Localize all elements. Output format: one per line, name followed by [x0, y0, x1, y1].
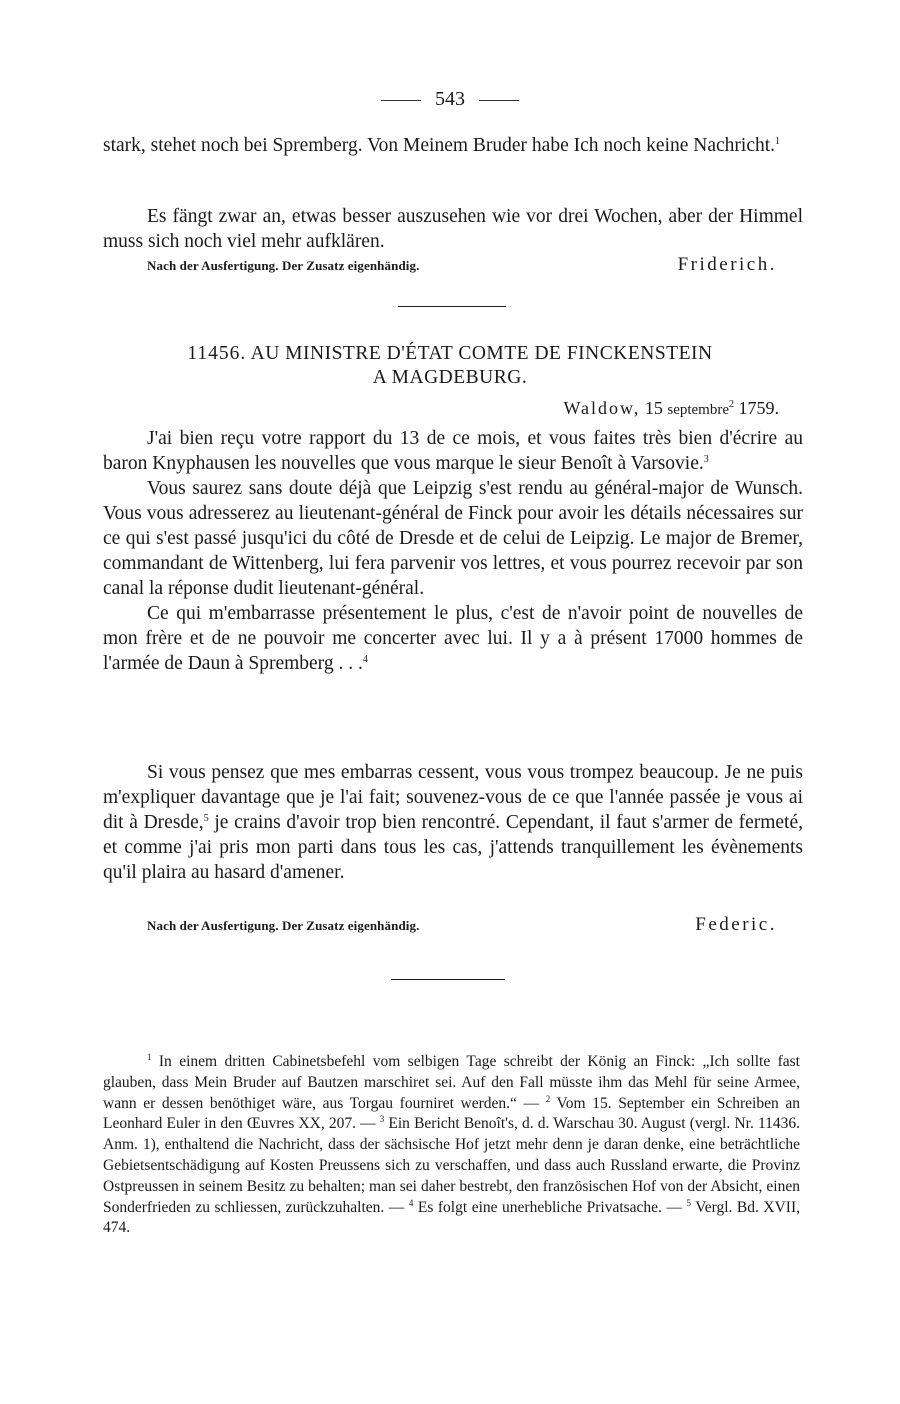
paragraph: Vous saurez sans doute déjà que Leipzig s'est rendu au général-major de Wunsch. Vous vous adresserez au lieutenant-général de Finck pour avoir les détails nécessaires sur ce qui s'est passé jusqu'ici du côté de Dresde et de celui de Leipzig. Le major de Bremer, commandant de Wittenberg, lui fera parvenir vos lettres, et vous pourrez recevoir par son canal la réponse dudit lieutenant-général.	[103, 478, 803, 599]
paragraph: Es fängt zwar an, etwas besser auszusehen wie vor drei Wochen, aber der Himmel muss sich noch viel mehr aufklären.	[103, 206, 803, 252]
letter-body	[103, 426, 803, 676]
source-note: Nach der Ausfertigung. Der Zusatz eigenhändig.	[147, 258, 420, 273]
page-number: 543	[435, 88, 465, 110]
letter-title-line2: A MAGDEBURG.	[372, 367, 528, 388]
footnote-marker: 4	[362, 654, 368, 665]
paragraph: Ce qui m'embarrasse présentement le plus, c'est de n'avoir point de nouvelles de mon frère et de ne pouvoir me concerter avec lui. Il y a à présent 17000 hommes de l'armée de Daun à Spremberg . . .$^4$	[103, 603, 803, 674]
source-note: Nach der Ausfertigung. Der Zusatz eigenhändig.	[147, 918, 420, 933]
letter-number: 11456.	[187, 343, 247, 364]
paragraph: J'ai bien reçu votre rapport du 13 de ce mois, et vous faites très bien d'écrire au baron Knyphausen les nouvelles que vous marque le sieur Benoît à Varsovie.$^3$	[103, 428, 803, 474]
letter-title	[100, 342, 800, 390]
footnote-marker: 1	[775, 136, 781, 147]
day: 15	[644, 398, 663, 418]
footnote-text: $^1$ In einem dritten Cabinetsbefehl vom selbigen Tage schreibt der König an Finck: „Ich sollte fast glauben, dass Mein Bruder auf Bautzen marschiret sei. Auf den Fall müsste ihm das Mehl für seine Armee, wann er dessen benöthiget wäre, aus Torgau fourniret werden.“ — $^2$ Vom 15. September ein Schreiben an Leonhard Euler in den Œuvres XX, 207. — $^3$ Ein Bericht Benoît's, d. d. Warschau 30. August (vergl. Nr. 11436. Anm. 1), enthaltend die Nachricht, dass der sächsische Hof jetzt mehr denn je daran denke, eine beträchtliche Gebietsentschädigung auf Kosten Preussens sich zu verschaffen, und dass auch Russland erwarte, die Provinz Ostpreussen in seinem Besitz zu behalten; man sei daher bestrebt, den französischen Hof von der Absicht, einen Sonderfrieden zu schliessen, zurückzuhalten. — $^4$ Es folgt eine unerhebliche Privatsache. — $^5$ Vergl. Bd. XVII, 474.	[103, 1052, 801, 1237]
postscript	[103, 204, 803, 254]
separator-rule	[391, 979, 505, 980]
paragraph: stark, stehet noch bei Spremberg. Von Meinem Bruder habe Ich noch keine Nachricht.$^1$	[103, 135, 781, 156]
letter-postscript	[103, 760, 803, 885]
dateline	[103, 398, 779, 419]
footnote-marker: 5	[203, 813, 209, 824]
previous-letter-end	[103, 133, 803, 158]
place: Waldow,	[563, 398, 641, 418]
footnote-marker: 3	[703, 454, 709, 465]
signature: Friderich.	[677, 254, 777, 275]
footnote-marker: 2	[729, 399, 734, 410]
signature: Federic.	[695, 914, 777, 935]
signature-line	[147, 914, 777, 936]
header-dash-left	[381, 100, 421, 101]
month: septembre	[667, 402, 729, 418]
year: 1759.	[738, 398, 779, 418]
signature-line	[147, 254, 777, 276]
paragraph: Si vous pensez que mes embarras cessent, vous vous trompez beaucoup. Je ne puis m'expliquer davantage que je l'ai fait; souvenez-vous de ce que l'année passée je vous ai dit à Dresde,$^5$ je crains d'avoir trop bien rencontré. Cependant, il faut s'armer de fermeté, et comme j'ai pris mon parti dans tous les cas, j'attends tranquillement les évènements qu'il plaira au hasard d'amener.	[103, 762, 803, 883]
page-header	[0, 88, 900, 111]
footnotes	[103, 1052, 800, 1239]
header-dash-right	[479, 100, 519, 101]
letter-title-line1: AU MINISTRE D'ÉTAT COMTE DE FINCKENSTEIN	[250, 343, 713, 364]
separator-rule	[398, 306, 506, 307]
